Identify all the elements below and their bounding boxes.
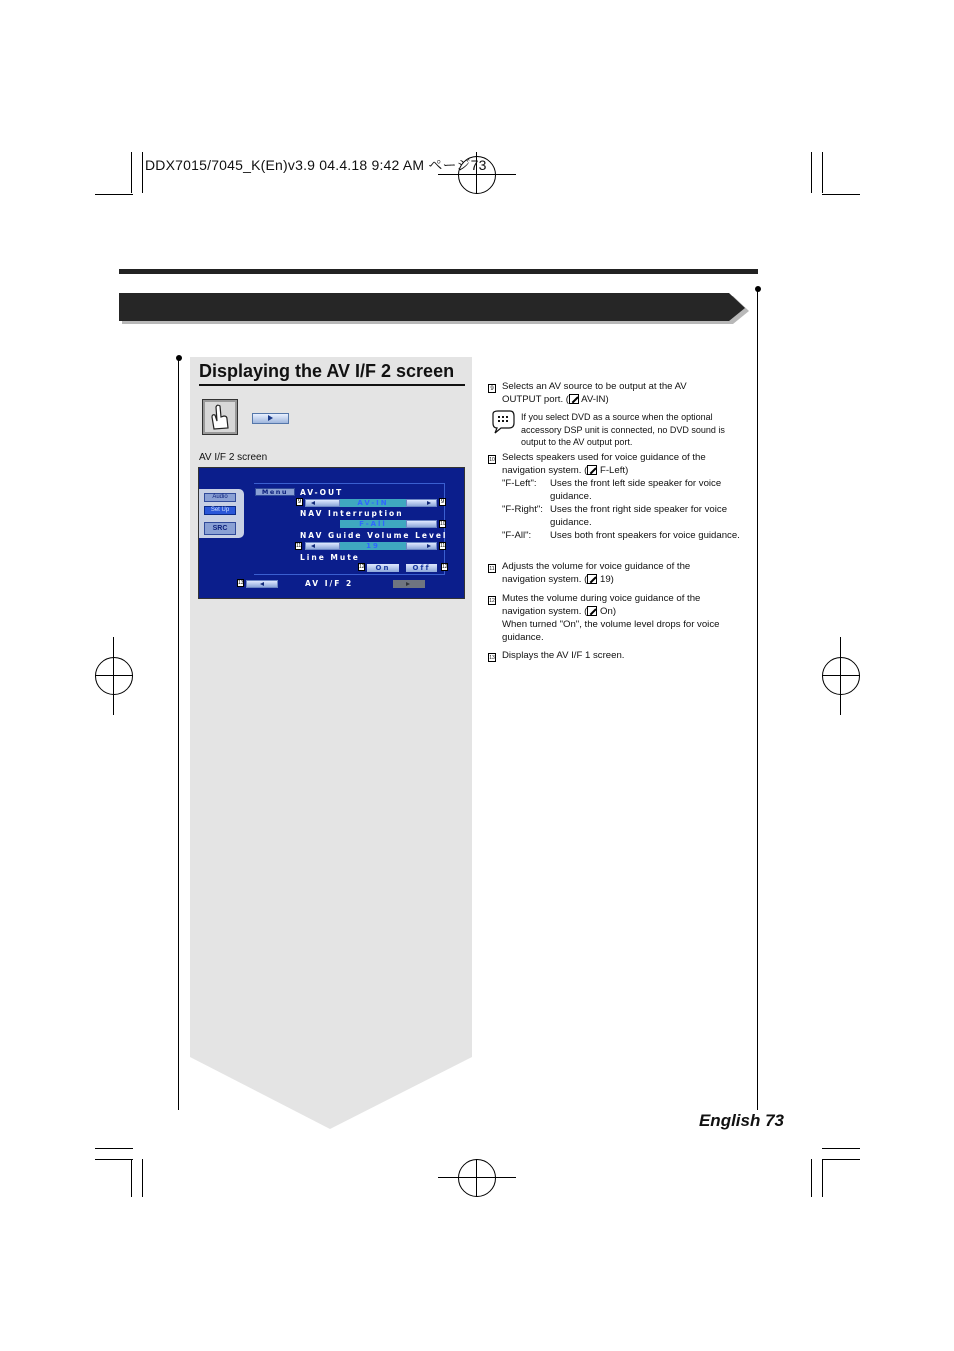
item-extra: When turned "On", the volume level drops for voice guidance.	[502, 619, 720, 643]
item-number: 11	[489, 565, 495, 572]
item-text: Selects an AV source to be output at the AV OUTPUT port. (	[502, 381, 687, 405]
item-close: )	[625, 465, 629, 476]
screen-divider	[254, 483, 444, 484]
screen-av-out-left	[305, 499, 340, 507]
screen-av-out-right	[406, 499, 437, 507]
option-key: "F-Left":	[502, 478, 537, 489]
item-9-note: If you select DVD as a source when the optional accessory DSP unit is connected, no DVD sound is output to the AV output port.	[521, 412, 725, 447]
screen-footer-label: AV I/F 2	[305, 579, 354, 588]
callout-12: 12	[442, 564, 448, 570]
screen-nav-interruption-label: NAV Interruption	[300, 509, 404, 518]
header-rule	[119, 269, 758, 274]
callout-11: 11	[440, 543, 446, 549]
item-default: On	[600, 606, 613, 617]
screen-av-out-value: AV-IN	[340, 499, 406, 507]
screen-av-out-label: AV-OUT	[300, 488, 344, 497]
item-default: F-Left	[600, 465, 626, 476]
screen-divider	[254, 574, 444, 575]
screen-nav-interruption-button	[406, 520, 437, 528]
screen-setup-button: Set Up	[204, 506, 236, 515]
screen-line-mute-on: On	[367, 564, 399, 572]
default-pen-icon	[569, 394, 579, 404]
item-close: )	[612, 606, 617, 617]
screen-prev-screen-button	[246, 580, 278, 588]
item-9	[488, 380, 748, 406]
default-pen-icon	[587, 465, 597, 475]
screen-nav-volume-value: 19	[340, 542, 406, 550]
page-footer: English 73	[698, 1111, 784, 1130]
screen-menu-button: Menu	[255, 488, 295, 496]
callout-9: 9	[440, 499, 445, 505]
option-desc: Uses both front speakers for voice guidance.	[550, 530, 740, 541]
screen-divider	[444, 483, 445, 575]
item-text: Displays the AV I/F 1 screen.	[502, 650, 625, 661]
item-close: )	[605, 394, 609, 405]
default-pen-icon	[587, 606, 597, 616]
screen-nav-volume-right	[406, 542, 437, 550]
item-default: 19	[600, 574, 611, 585]
title-rule	[199, 384, 465, 386]
section-title: Displaying the AV I/F 2 screen	[199, 361, 455, 381]
guide-line	[178, 358, 179, 1110]
av-if2-screen	[198, 467, 465, 599]
callout-10: 10	[440, 521, 446, 527]
callout-11: 11	[296, 543, 302, 549]
callout-9: 9	[297, 499, 302, 505]
item-text: Mutes the volume during voice guidance of the navigation system. (	[502, 593, 701, 617]
option-desc: Uses the front left side speaker for voice guidance.	[550, 478, 722, 502]
item-13	[488, 649, 748, 662]
option-key: "F-All":	[502, 530, 532, 541]
item-text: Adjusts the volume for voice guidance of the navigation system. (	[502, 561, 691, 585]
item-12	[488, 592, 748, 644]
default-pen-icon	[587, 574, 597, 584]
figure-caption: AV I/F 2 screen	[199, 452, 268, 463]
next-screen-button-icon	[252, 413, 289, 424]
item-number: 13	[489, 654, 495, 661]
screen-src-button: SRC	[204, 522, 236, 535]
item-text: Selects speakers used for voice guidance of the navigation system. (	[502, 452, 706, 476]
guide-line	[757, 289, 758, 1110]
item-number: 10	[489, 456, 495, 463]
guide-dot	[755, 286, 761, 292]
callout-12: 12	[359, 564, 365, 570]
screen-audio-button: Audio	[204, 493, 236, 502]
header-banner	[119, 293, 749, 324]
item-number: 9	[488, 384, 496, 393]
item-10	[488, 451, 748, 555]
callout-13: 13	[238, 580, 244, 586]
touch-hand-icon	[202, 399, 238, 435]
screen-line-mute-label: Line Mute	[300, 553, 360, 562]
option-desc: Uses the front right side speaker for voice guidance.	[550, 504, 728, 528]
note-icon	[490, 410, 516, 434]
screen-line-mute-off: Off	[406, 564, 437, 572]
screen-nav-volume-label: NAV Guide Volume Level	[300, 531, 448, 540]
item-11	[488, 560, 748, 586]
item-close: )	[610, 574, 614, 585]
print-slug: DDX7015/7045_K(En)v3.9 04.4.18 9:42 AM ページ73	[145, 157, 487, 173]
screen-nav-interruption-value: F-All	[340, 520, 406, 528]
screen-next-disabled	[393, 580, 425, 588]
item-default: AV-IN	[581, 394, 606, 405]
option-key: "F-Right":	[502, 504, 543, 515]
item-number: 12	[489, 597, 495, 604]
screen-nav-volume-left	[305, 542, 340, 550]
guide-dot	[176, 355, 182, 361]
